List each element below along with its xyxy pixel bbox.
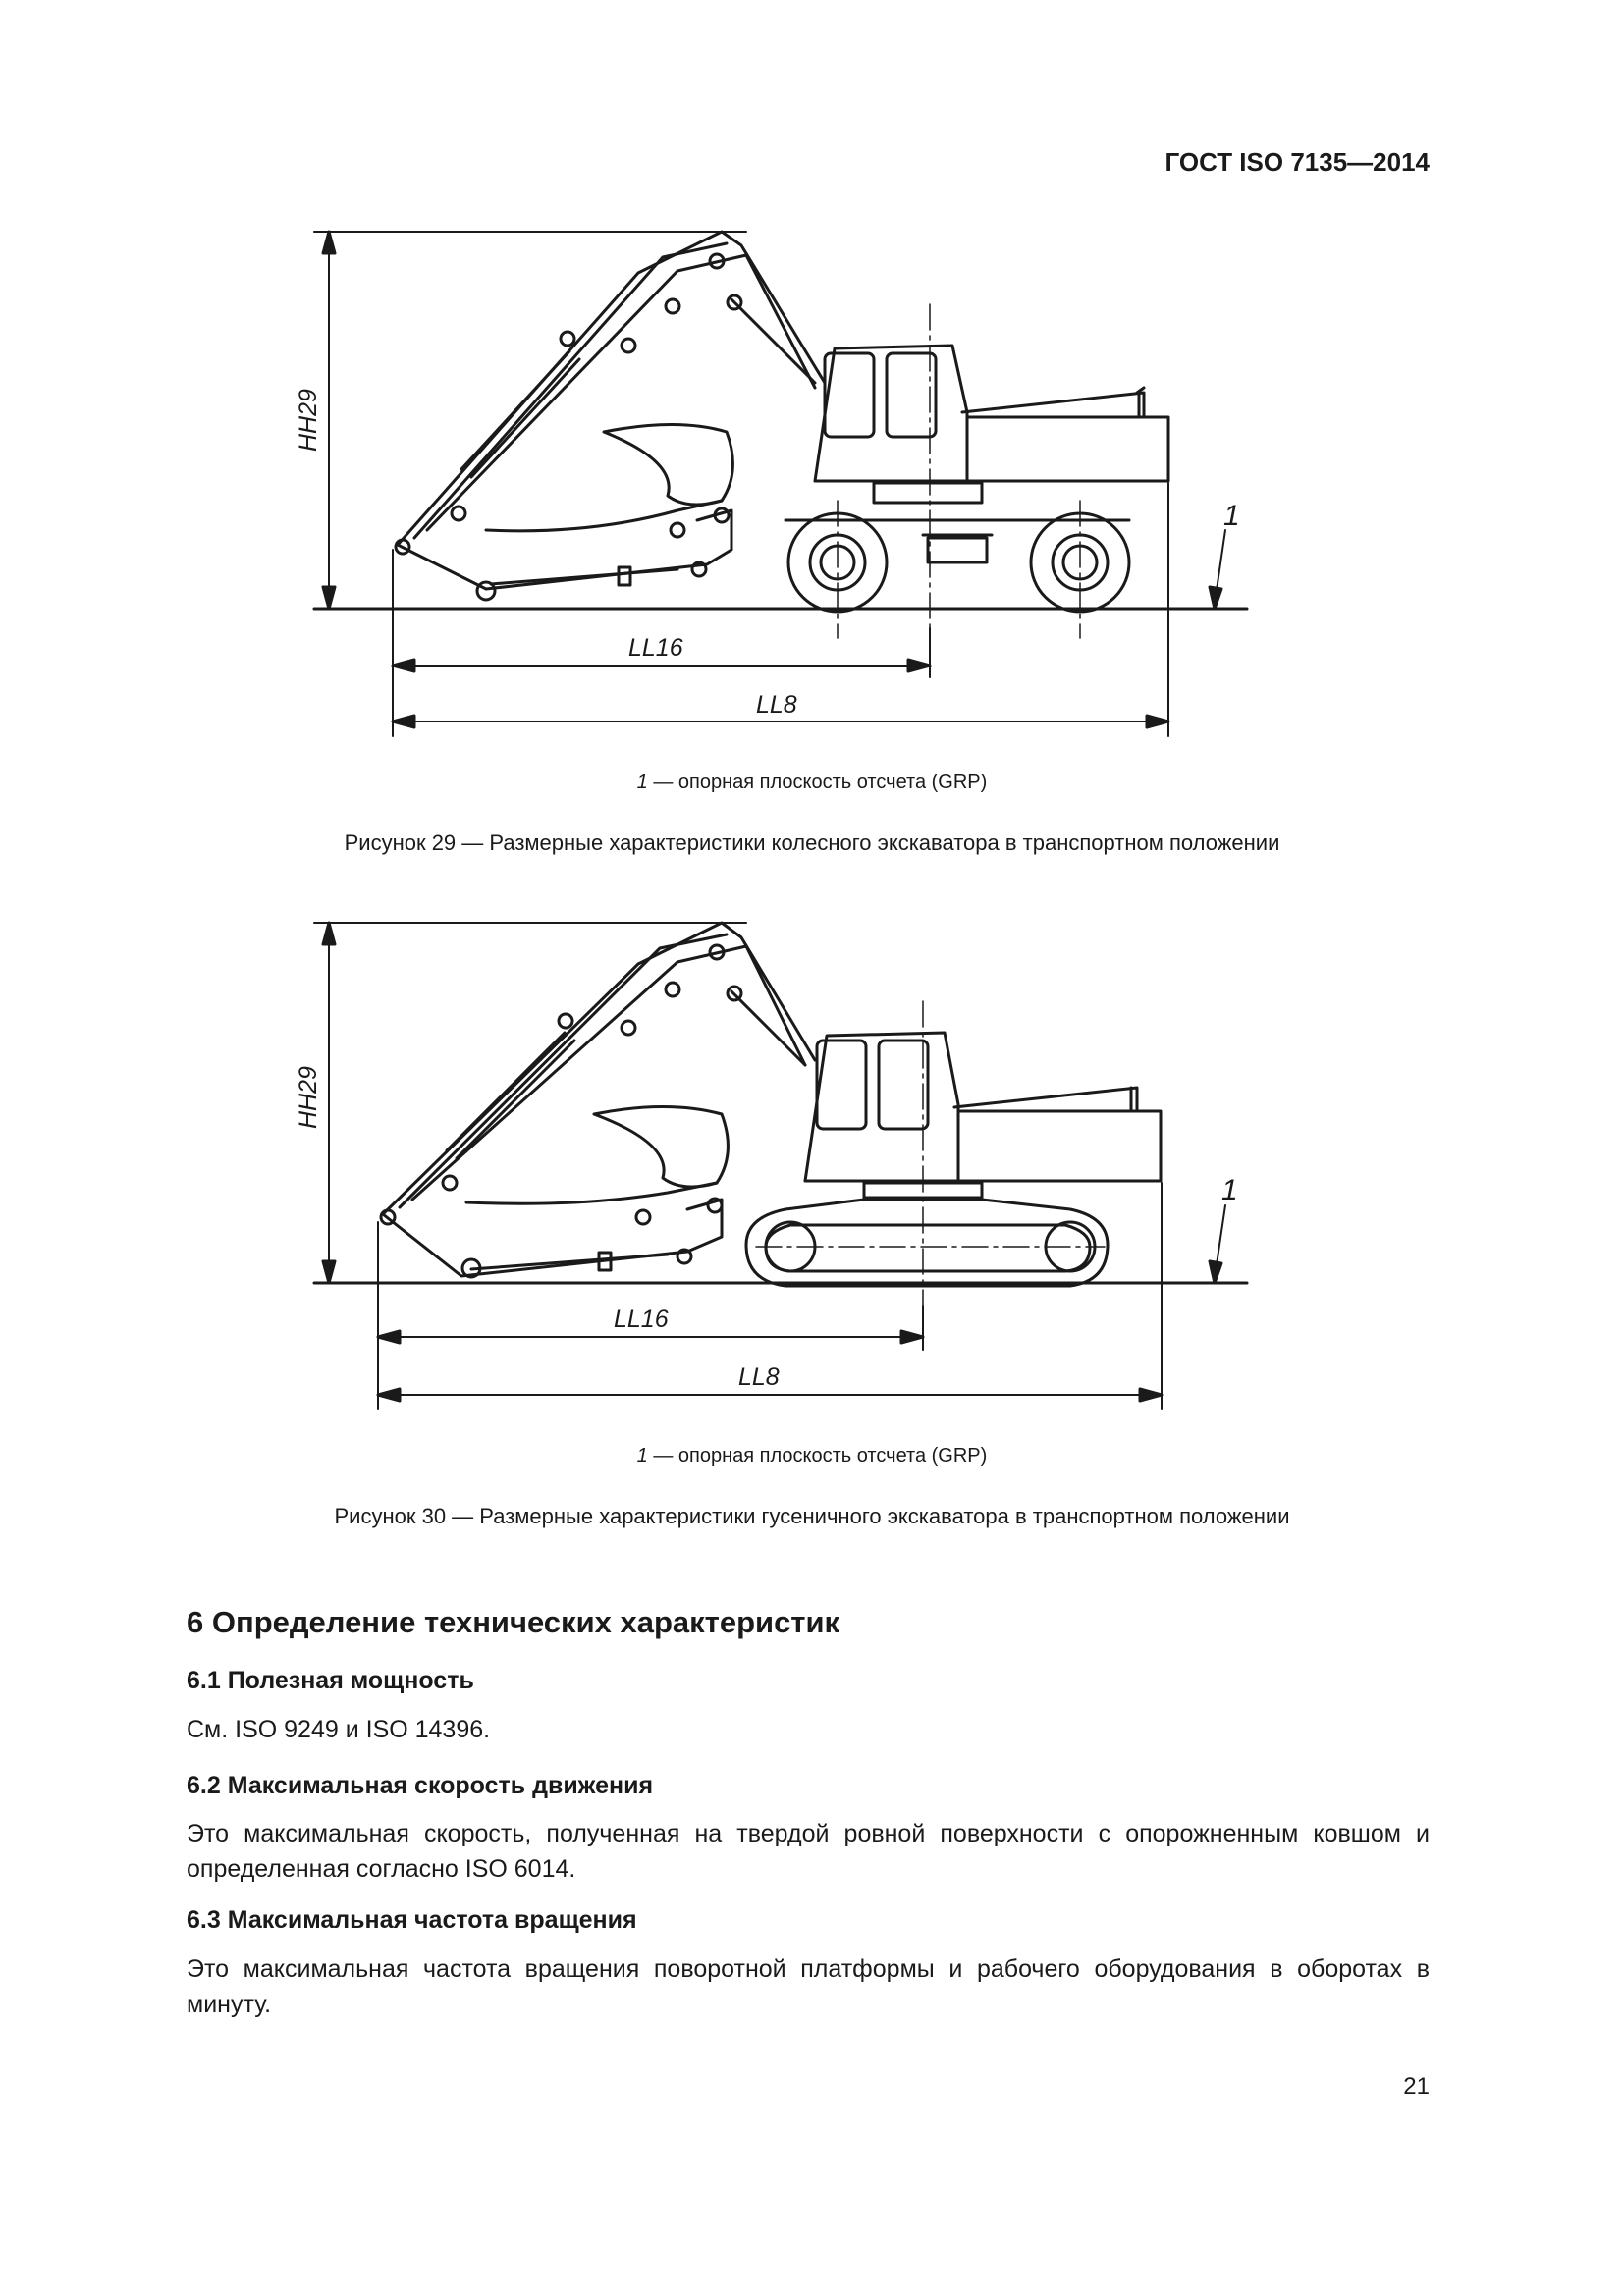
figure-30-caption: Рисунок 30 — Размерные характеристики гусеничного экскаватора в транспортном положении <box>334 1504 1290 1528</box>
fig29-dim-l16: LL16 <box>628 634 683 662</box>
document-id: ГОСТ ISO 7135—2014 <box>1164 147 1430 177</box>
section-6-2-text: Это максимальная скорость, полученная на твердой ровной поверхности с опорожненным ковшом и определенная согласно ISO 6014. <box>187 1820 1430 1883</box>
figure-29-caption: Рисунок 29 — Размерные характеристики колесного экскаватора в транспортном положении <box>344 830 1280 855</box>
page-number: 21 <box>1403 2073 1430 2100</box>
fig30-legend-text: — опорная плоскость отсчета (GRP) <box>653 1445 988 1467</box>
fig30-dim-height: HH29 <box>295 1066 322 1129</box>
fig29-legend-text: — опорная плоскость отсчета (GRP) <box>653 772 988 793</box>
fig30-dim-l16: LL16 <box>614 1306 669 1333</box>
fig30-legend-num: 1 <box>636 1445 648 1467</box>
figure-30-labels <box>0 903 1624 1423</box>
fig29-dim-height: HH29 <box>295 389 322 452</box>
section-6-title: 6 Определение технических характеристик <box>187 1605 840 1639</box>
figure-29-legend <box>0 772 1624 794</box>
fig29-ref-marker: 1 <box>1223 500 1240 532</box>
section-6-3-title: 6.3 Максимальная частота вращения <box>187 1906 637 1934</box>
section-6-1-text: См. ISO 9249 и ISO 14396. <box>187 1716 491 1743</box>
figure-30-legend <box>0 1445 1624 1468</box>
section-6-3-text: Это максимальная частота вращения поворотной платформы и рабочего оборудования в оборотах в минуту. <box>187 1955 1430 2018</box>
figure-29-labels <box>0 216 1624 746</box>
section-6-2-title: 6.2 Максимальная скорость движения <box>187 1772 654 1799</box>
section-6-1-title: 6.1 Полезная мощность <box>187 1667 474 1694</box>
fig30-ref-marker: 1 <box>1221 1174 1238 1206</box>
fig29-dim-l8: LL8 <box>756 691 797 719</box>
fig29-legend-num: 1 <box>636 772 648 793</box>
fig30-dim-l8: LL8 <box>738 1363 780 1391</box>
